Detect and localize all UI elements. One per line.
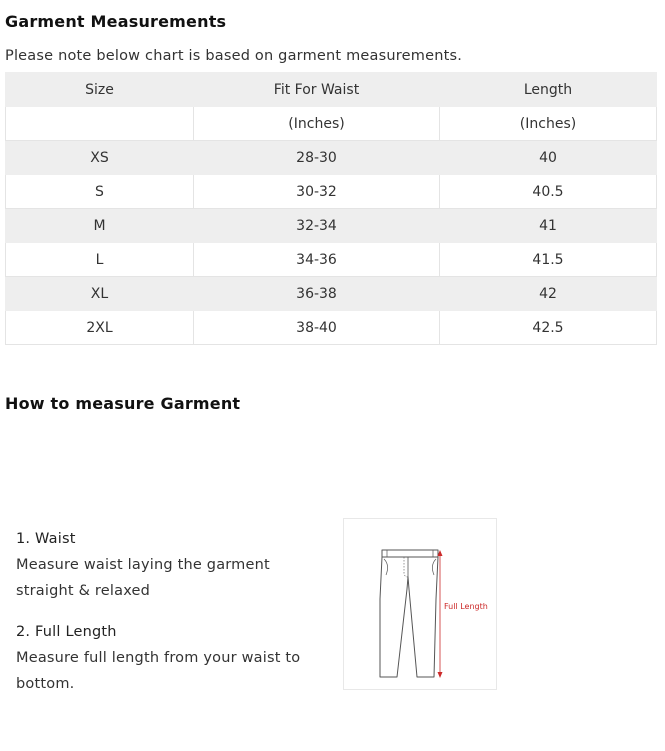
size-chart-table (5, 72, 657, 345)
length-cell: 42.5 (440, 311, 657, 345)
step-text-full-length: Measure full length from your waist to bottom. (16, 650, 301, 692)
table-row (6, 311, 657, 345)
step-heading-waist: 1. Waist (16, 531, 76, 547)
length-cell: 40.5 (440, 175, 657, 209)
length-cell: 40 (440, 141, 657, 175)
header-cell-waist: Fit For Waist (194, 73, 440, 107)
table-row (6, 175, 657, 209)
step-heading-full-length: 2. Full Length (16, 624, 117, 640)
table-row (6, 209, 657, 243)
section-title-garment-measurements: Garment Measurements (5, 12, 227, 31)
length-cell: 41.5 (440, 243, 657, 277)
step-text-waist: Measure waist laying the garment straight & relaxed (16, 557, 270, 599)
waist-cell: 38-40 (194, 311, 440, 345)
units-cell-size (6, 107, 194, 141)
waist-cell: 36-38 (194, 277, 440, 311)
table-row (6, 141, 657, 175)
size-cell: XS (6, 141, 194, 175)
size-cell: 2XL (6, 311, 194, 345)
header-cell-size: Size (6, 73, 194, 107)
table-row (6, 243, 657, 277)
size-cell: M (6, 209, 194, 243)
trouser-outline (380, 557, 438, 677)
header-cell-length: Length (440, 73, 657, 107)
length-cell: 41 (440, 209, 657, 243)
waist-cell: 32-34 (194, 209, 440, 243)
chart-note: Please note below chart is based on garment measurements. (5, 48, 463, 64)
trouser-diagram (343, 518, 497, 690)
length-arrow (438, 550, 443, 678)
size-cell: XL (6, 277, 194, 311)
measure-instructions (16, 526, 326, 697)
section-title-how-to-measure: How to measure Garment (5, 394, 241, 413)
waist-cell: 28-30 (194, 141, 440, 175)
full-length-label: Full Length (444, 602, 488, 611)
length-cell: 42 (440, 277, 657, 311)
waist-cell: 34-36 (194, 243, 440, 277)
size-cell: L (6, 243, 194, 277)
units-cell-waist: (Inches) (194, 107, 440, 141)
units-cell-length: (Inches) (440, 107, 657, 141)
size-cell: S (6, 175, 194, 209)
table-row (6, 277, 657, 311)
waist-cell: 30-32 (194, 175, 440, 209)
table-units-row (6, 107, 657, 141)
waistband-outline (382, 550, 438, 557)
table-header-row (6, 73, 657, 107)
